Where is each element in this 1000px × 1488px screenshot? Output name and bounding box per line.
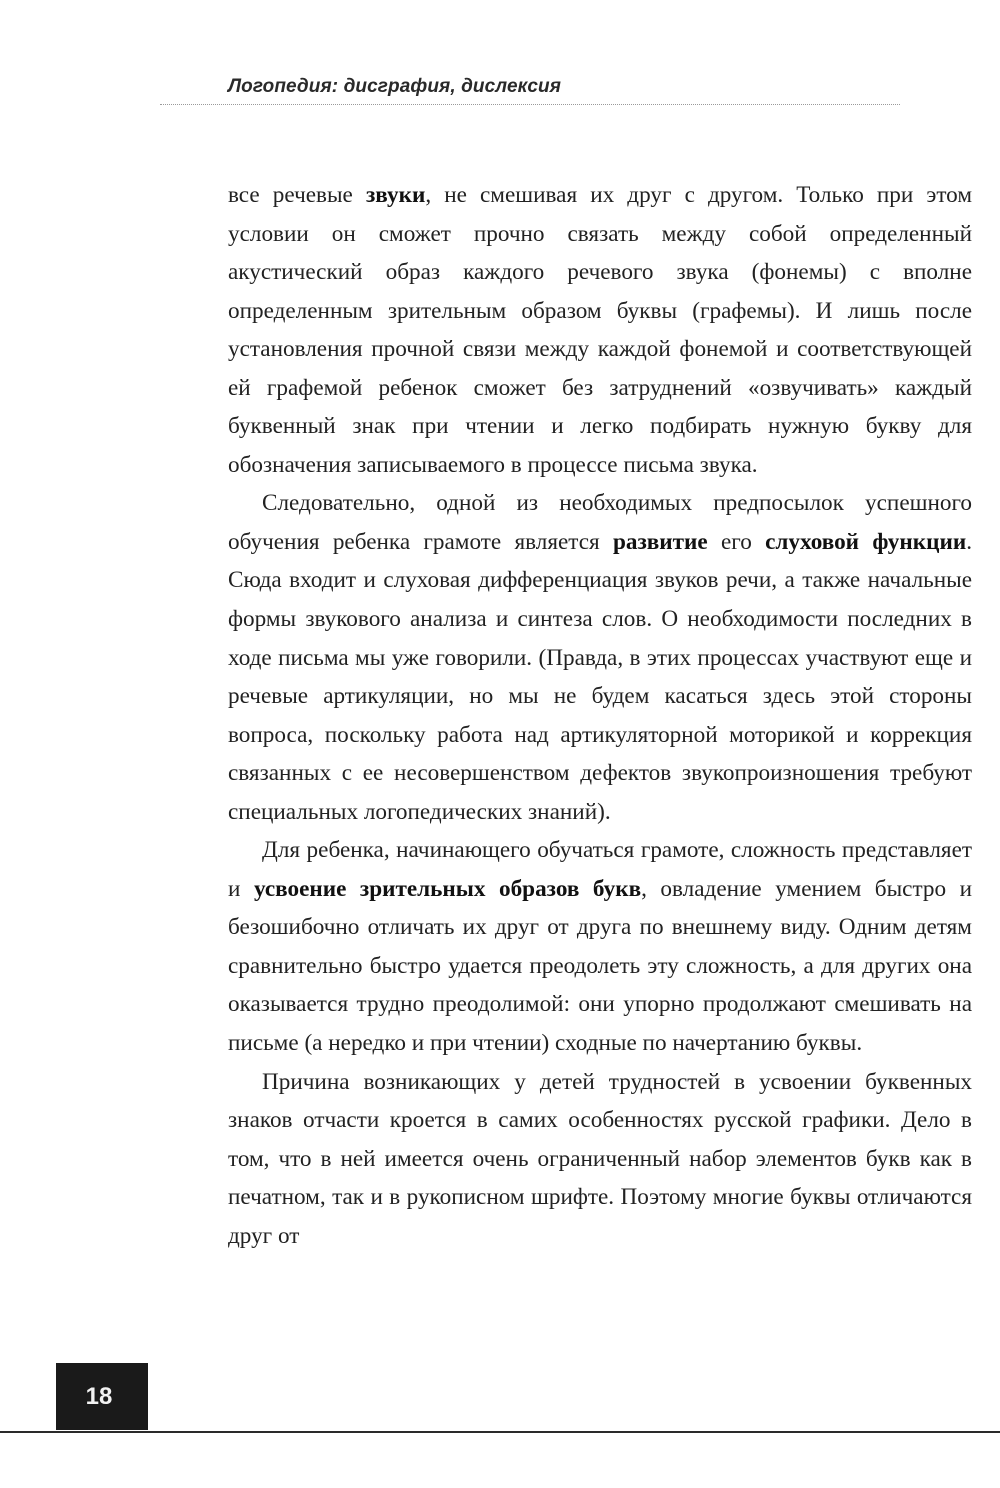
body-text	[228, 176, 972, 1255]
text-run: . Сюда входит и слуховая дифференциация звуков речи, а также начальные формы звукового анализа и синтеза слов. О необходимости последних в ходе письма мы уже говорили. (Правда, в этих процессах участвуют еще и речевые артикуляции, но мы не будем касаться здесь этой стороны вопроса, поскольку работа над артикуляторной моторикой и коррекция связанных с ее несовершенством дефектов звукопроизношения требуют специальных логопедических знаний).	[228, 528, 972, 825]
paragraph	[228, 831, 972, 1062]
paragraph	[228, 176, 972, 484]
bold-term: слуховой функции	[765, 528, 967, 555]
bold-term: звуки	[365, 182, 426, 208]
text-run: Для ребенка, начинающего обучаться грамоте, сложность представляет и	[228, 837, 972, 902]
bold-term: усвоение зрительных образов букв	[253, 875, 642, 902]
text-run: Следовательно, одной из необходимых предпосылок успешного обучения ребенка грамоте является	[228, 490, 972, 555]
text-run: , овладение умением быстро и безошибочно отличать их друг от друга по внешнему виду. Одним детям сравнительно быстро удается преодолеть эту сложность, а для других она оказывается трудно преодолимой: они упорно продолжают смешивать на письме (а нередко и при чтении) сходные по начертанию буквы.	[228, 875, 972, 1057]
footer-rule	[0, 1431, 1000, 1433]
page-number-box	[56, 1363, 148, 1430]
running-header: Логопедия: дисграфия, дислексия	[228, 76, 562, 97]
text-run: его	[707, 528, 766, 555]
text-run: все речевые	[228, 182, 366, 208]
text-run: , не смешивая их друг с другом. Только при этом условии он сможет прочно связать между собой определенный акустический образ каждого речевого звука (фонемы) с вполне определенным зрительным образом буквы (графемы). И лишь после установления прочной связи между каждой фонемой и соответствующей ей графемой ребенок сможет без затруднений «озвучивать» каждый буквенный знак при чтении и легко подбирать нужную букву для обозначения записываемого в процессе письма звука.	[228, 182, 972, 478]
header-rule	[160, 104, 900, 105]
text-run: Причина возникающих у детей трудностей в усвоении буквенных знаков отчасти кроется в самих особенностях русской графики. Дело в том, что в ней имеется очень ограниченный набор элементов букв как в печатном, так и в рукописном шрифте. Поэтому многие буквы отличаются друг от	[228, 1068, 972, 1249]
page-number: 18	[85, 1382, 113, 1410]
paragraph	[228, 484, 972, 831]
bold-term: развитие	[612, 528, 708, 555]
paragraph	[228, 1063, 972, 1256]
